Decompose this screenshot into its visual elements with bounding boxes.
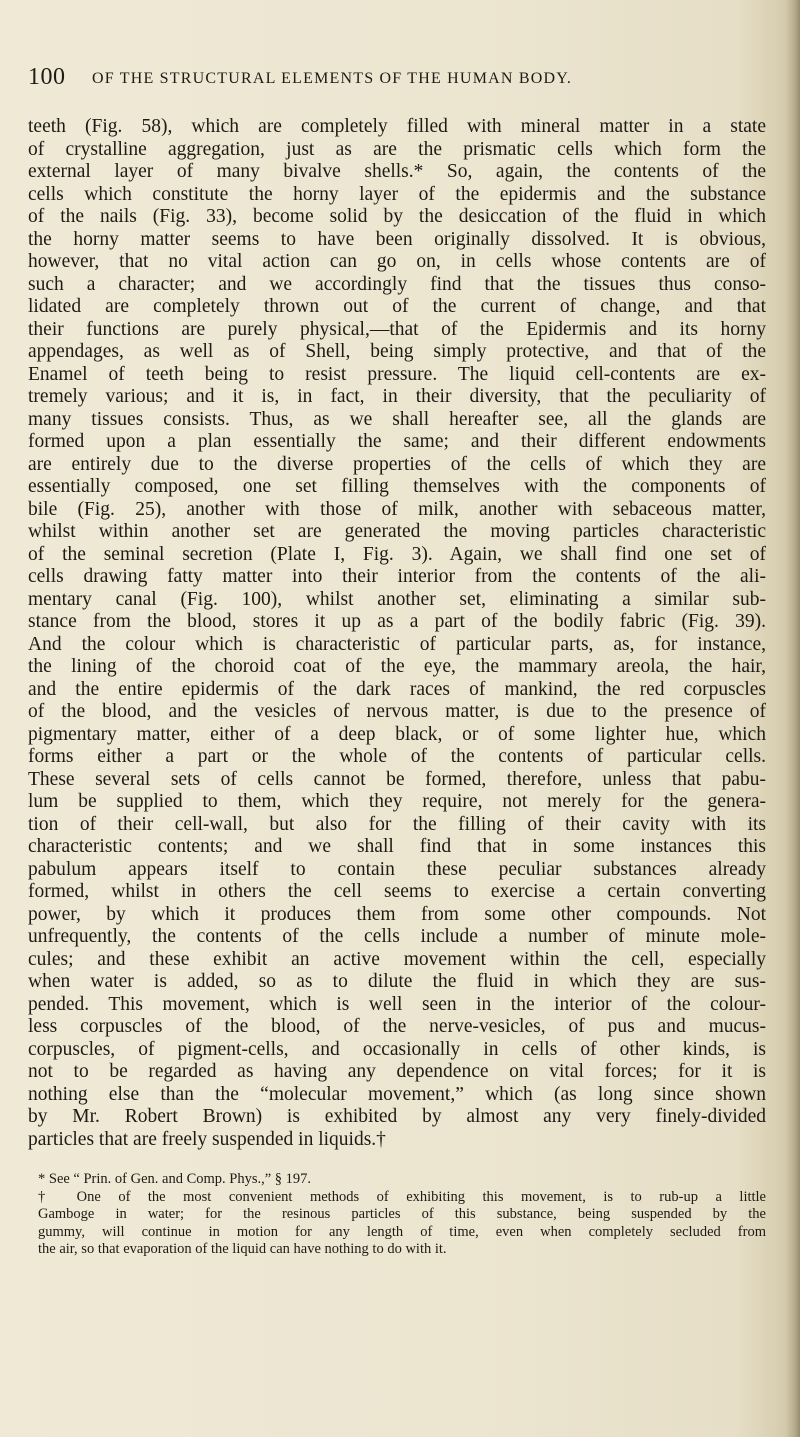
text-line: the horny matter seems to have been originally dissolved. It is obvious,	[28, 228, 766, 250]
text-line: power, by which it produces them from some other compounds. Not	[28, 903, 766, 925]
text-line: many tissues consists. Thus, as we shall hereafter see, all the glands are	[28, 408, 766, 430]
text-line: pended. This movement, which is well seen in the interior of the colour-	[28, 993, 766, 1015]
text-line: corpuscles, of pigment-cells, and occasionally in cells of other kinds, is	[28, 1038, 766, 1060]
page-header	[28, 64, 788, 94]
text-line: less corpuscles of the blood, of the nerve-vesicles, of pus and mucus-	[28, 1016, 766, 1037]
text-line: cules; and these exhibit an active movement within the cell, especially	[28, 948, 766, 970]
text-line: nothing else than the “molecular movement,” which (as long since shown	[28, 1083, 766, 1105]
text-line: external layer of many bivalve shells.* So, again, the contents of the	[28, 161, 766, 182]
footnote-line: Gamboge in water; for the resinous particles of this substance, being suspended by the	[38, 1206, 766, 1222]
text-line: formed upon a plan essentially the same; and their different endowments	[28, 431, 766, 452]
footnote-line: the air, so that evaporation of the liquid can have nothing to do with it.	[38, 1241, 447, 1257]
text-line: and the entire epidermis of the dark races of mankind, the red corpuscles	[28, 678, 766, 700]
text-line: of the nails (Fig. 33), become solid by the desiccation of the fluid in which	[28, 206, 766, 227]
text-line: tremely various; and it is, in fact, in their diversity, that the peculiarity of	[28, 386, 766, 407]
text-line: particles that are freely suspended in liquids.†	[28, 1128, 386, 1150]
text-line: the lining of the choroid coat of the eye, the mammary areola, the hair,	[28, 656, 766, 677]
running-head: OF THE STRUCTURAL ELEMENTS OF THE HUMAN BODY.	[92, 70, 573, 87]
text-line: pigmentary matter, either of a deep black, or of some lighter hue, which	[28, 723, 766, 745]
text-line: And the colour which is characteristic of particular parts, as, for instance,	[28, 633, 766, 655]
footnote-line: gummy, will continue in motion for any length of time, even when completely secluded from	[38, 1223, 766, 1240]
text-line: These several sets of cells cannot be formed, therefore, unless that pabu-	[28, 768, 766, 790]
text-line: are entirely due to the diverse properties of the cells of which they are	[28, 453, 766, 475]
text-line: mentary canal (Fig. 100), whilst another set, eliminating a similar sub-	[28, 588, 766, 610]
footnote-line: * See “ Prin. of Gen. and Comp. Phys.,” § 197.	[38, 1171, 312, 1187]
text-line: characteristic contents; and we shall find that in some instances this	[28, 836, 766, 857]
footnotes	[38, 1171, 766, 1259]
text-line: pabulum appears itself to contain these peculiar substances already	[28, 858, 766, 880]
footnote-line: † One of the most convenient methods of exhibiting this movement, is to rub-up a little	[38, 1188, 766, 1205]
text-line: Enamel of teeth being to resist pressure. The liquid cell-contents are ex-	[28, 363, 766, 385]
text-line: bile (Fig. 25), another with those of milk, another with sebaceous matter,	[28, 498, 766, 520]
text-line: when water is added, so as to dilute the fluid in which they are sus-	[28, 971, 766, 992]
text-line: appendages, as well as of Shell, being simply protective, and that of the	[28, 341, 766, 362]
text-line: by Mr. Robert Brown) is exhibited by almost any very finely-divided	[28, 1106, 766, 1127]
page-number: 100	[28, 64, 66, 90]
text-line: forms either a part or the whole of the contents of particular cells.	[28, 746, 766, 767]
page-edge-shadow	[786, 0, 800, 1437]
text-line: their functions are purely physical,—that of the Epidermis and its horny	[28, 318, 766, 340]
text-line: cells drawing fatty matter into their interior from the contents of the ali-	[28, 566, 766, 587]
text-line: stance from the blood, stores it up as a part of the bodily fabric (Fig. 39).	[28, 611, 766, 632]
text-line: whilst within another set are generated the moving particles characteristic	[28, 521, 766, 542]
text-line: essentially composed, one set filling themselves with the components of	[28, 476, 766, 497]
text-line: teeth (Fig. 58), which are completely filled with mineral matter in a state	[28, 116, 766, 137]
text-line: lidated are completely thrown out of the current of change, and that	[28, 296, 766, 317]
text-line: such a character; and we accordingly find that the tissues thus conso-	[28, 273, 766, 295]
text-line: cells which constitute the horny layer of the epidermis and the substance	[28, 183, 766, 205]
text-line: formed, whilst in others the cell seems to exercise a certain converting	[28, 881, 766, 902]
text-line: unfrequently, the contents of the cells include a number of minute mole-	[28, 926, 766, 947]
text-line: of crystalline aggregation, just as are the prismatic cells which form the	[28, 138, 766, 160]
text-line: lum be supplied to them, which they require, not merely for the genera-	[28, 791, 766, 812]
body-text	[28, 116, 766, 1151]
text-line: of the seminal secretion (Plate I, Fig. 3). Again, we shall find one set of	[28, 543, 766, 565]
text-line: tion of their cell-wall, but also for the filling of their cavity with its	[28, 813, 766, 835]
text-line: not to be regarded as having any dependence on vital forces; for it is	[28, 1061, 766, 1082]
text-line: however, that no vital action can go on, in cells whose contents are of	[28, 251, 766, 272]
text-line: of the blood, and the vesicles of nervous matter, is due to the presence of	[28, 701, 766, 722]
